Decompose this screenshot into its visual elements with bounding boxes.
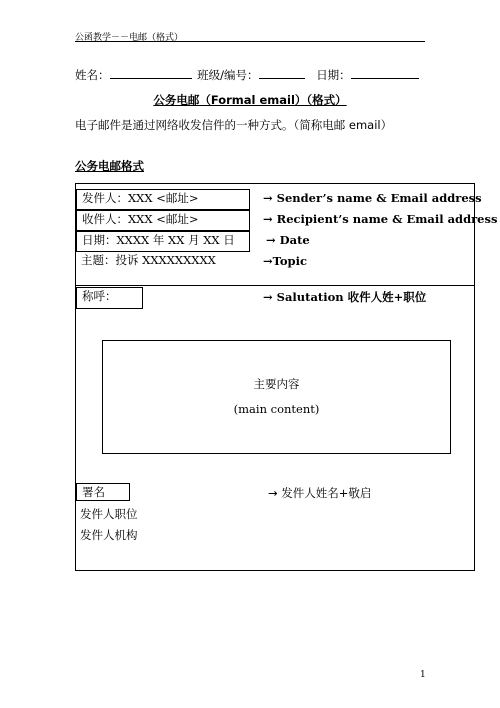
date-blank (351, 66, 419, 79)
page-number: 1 (420, 670, 426, 680)
main-content-label: 主要内容 (253, 377, 300, 391)
header-rule (75, 41, 425, 42)
recipient-field: 收件人：XXX <邮址> (76, 210, 250, 231)
salutation-box: 称呼： (76, 287, 143, 309)
class-blank (259, 66, 305, 79)
section-heading: 公务电邮格式 (75, 159, 144, 173)
running-header: 公函教学－－电邮（格式） (75, 33, 184, 43)
salutation-annotation: → Salutation 收件人姓+职位 (263, 290, 427, 304)
class-label: 班级/编号： (197, 68, 259, 82)
sender-annotation: → Sender’s name & Email address (263, 191, 482, 205)
recipient-annotation: → Recipient’s name & Email address (263, 212, 498, 226)
main-content-label-en: (main content) (233, 402, 320, 416)
info-line (75, 66, 435, 83)
definition-text: 电子邮件是通过网络收发信件的一种方式。（简称电邮 email） (75, 118, 393, 132)
subject-annotation: →Topic (263, 254, 307, 268)
sender-field: 发件人：XXX <邮址> (76, 189, 250, 210)
name-blank (110, 66, 192, 79)
subject-field: 主题：投诉 XXXXXXXXX (81, 253, 216, 267)
sender-position-line: 发件人职位 (80, 507, 138, 521)
date-label: 日期： (316, 68, 351, 82)
date-annotation: → Date (266, 233, 310, 247)
signature-annotation: → 发件人姓名+敬启 (268, 486, 372, 500)
document-title: 公务电邮（Formal email）（格式） (153, 93, 347, 107)
date-field: 日期：XXXX 年 XX 月 XX 日 (76, 231, 250, 252)
frame-divider (75, 285, 475, 286)
name-label: 姓名： (75, 68, 110, 82)
main-content-box (102, 340, 451, 454)
signature-box: 署名 (76, 483, 130, 501)
sender-organization-line: 发件人机构 (80, 528, 138, 542)
